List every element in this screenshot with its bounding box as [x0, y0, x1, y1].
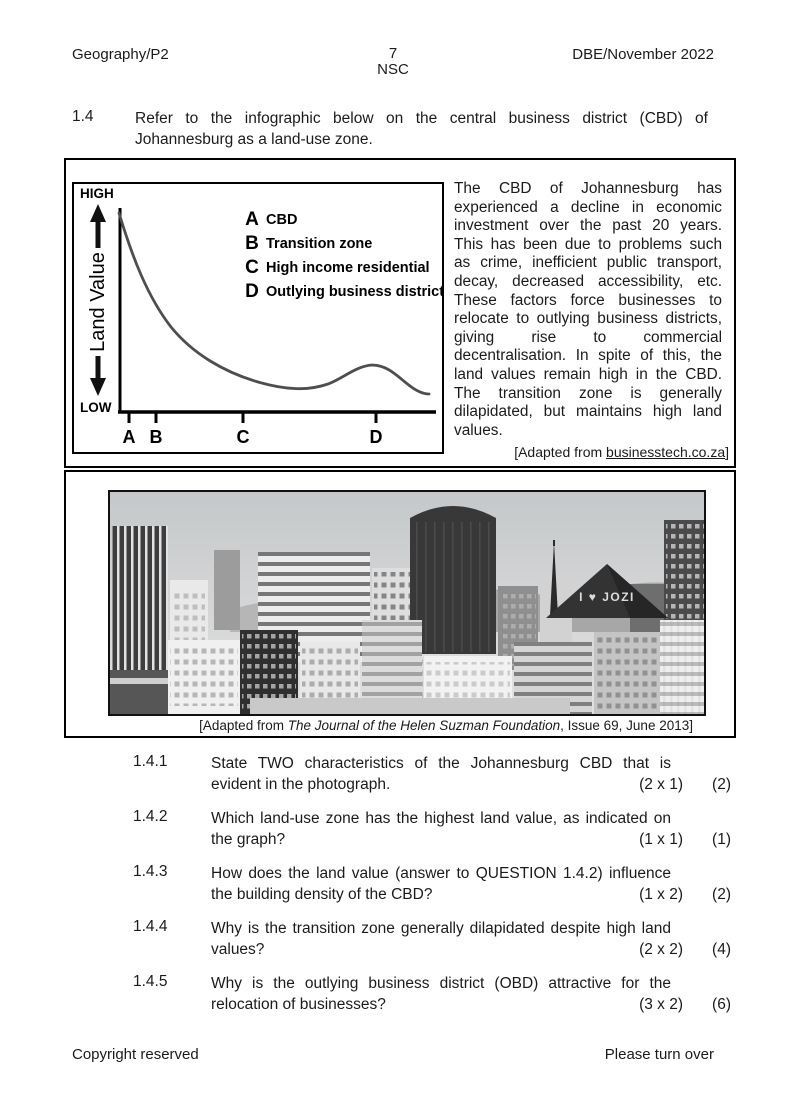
caption-prefix: [Adapted from [199, 718, 288, 733]
question-number: 1.4.1 [133, 753, 168, 770]
mark-allocation: (1 x 2) [633, 884, 683, 905]
legend-key-c: C [245, 257, 259, 278]
x-axis-tick-labels [123, 427, 383, 447]
question-row-1-4-4 [133, 918, 731, 960]
cbd-photograph [108, 490, 706, 716]
footer-turn-over: Please turn over [604, 1046, 714, 1063]
question-cell [211, 808, 683, 850]
cbd-skyline-illustration [110, 492, 704, 714]
total-marks: (4) [712, 941, 731, 958]
tick-label-b: B [149, 427, 163, 447]
total-marks: (6) [712, 996, 731, 1013]
mark-allocation: (2 x 2) [633, 939, 683, 960]
legend-label-c: High income residential [266, 260, 430, 276]
header-exam-session: DBE/November 2022 [572, 46, 714, 63]
legend-key-d: D [245, 281, 259, 302]
legend-key-a: A [245, 209, 259, 230]
jozi-sign-text: I ♥ JOZI [579, 590, 635, 604]
question-text: Why is the transition zone generally dilapidated despite high land values? [211, 920, 671, 958]
mark-allocation: (1 x 1) [633, 829, 683, 850]
attribution-prefix: [Adapted from [514, 444, 607, 460]
caption-journal-title: The Journal of the Helen Suzman Foundation [287, 718, 561, 733]
land-value-graph [72, 182, 444, 454]
question-number: 1.4.2 [133, 808, 168, 825]
question-row-1-4-5 [133, 973, 731, 1015]
question-text: State TWO characteristics of the Johannesburg CBD that is evident in the photograph. [211, 755, 671, 793]
question-row-1-4-1 [133, 753, 731, 795]
question-intro-text: Refer to the infographic below on the central business district (CBD) of Johannesburg as a land-use zone. [135, 110, 708, 148]
question-1-4-intro [72, 108, 708, 150]
question-cell [211, 863, 683, 905]
footer-copyright: Copyright reserved [72, 1046, 199, 1063]
attribution-suffix: ] [725, 444, 729, 460]
total-marks: (1) [712, 831, 731, 848]
infographic-frame [64, 158, 736, 468]
land-value-graph-svg [74, 184, 442, 452]
question-text: Why is the outlying business district (OBD) attractive for the relocation of businesses? [211, 975, 671, 1013]
total-marks: (2) [712, 886, 731, 903]
legend-key-b: B [245, 233, 259, 254]
sub-questions [133, 753, 731, 1028]
question-number: 1.4 [72, 108, 94, 125]
total-marks: (2) [712, 776, 731, 793]
infographic-attribution [514, 444, 729, 460]
header-nsc: NSC [377, 61, 409, 78]
photograph-frame [64, 470, 736, 738]
question-cell [211, 973, 683, 1015]
graph-legend [245, 209, 442, 302]
tick-label-a: A [122, 427, 136, 447]
question-number: 1.4.3 [133, 863, 168, 880]
header-paper-title: Geography/P2 [72, 46, 169, 63]
question-number: 1.4.5 [133, 973, 168, 990]
y-axis-down-arrow [90, 356, 106, 396]
photograph-caption [199, 718, 693, 733]
question-cell [211, 918, 683, 960]
question-row-1-4-3 [133, 863, 731, 905]
question-cell [211, 753, 683, 795]
page-number: 7 [388, 45, 398, 62]
question-row-1-4-2 [133, 808, 731, 850]
legend-label-d: Outlying business district [266, 284, 442, 300]
caption-suffix: , Issue 69, June 2013] [560, 718, 693, 733]
y-axis-high-label: HIGH [80, 186, 114, 201]
tick-label-c: C [236, 427, 250, 447]
y-axis-up-arrow [90, 204, 106, 248]
tick-label-d: D [369, 427, 383, 447]
legend-label-b: Transition zone [266, 236, 373, 252]
mark-allocation: (3 x 2) [633, 994, 683, 1015]
question-text: How does the land value (answer to QUESTION 1.4.2) influence the building density of the CBD? [211, 865, 671, 903]
infographic-paragraph: The CBD of Johannesburg has experienced a decline in economic investment over the past 20 years. This has been due to problems such as crime, inefficient public transport, decay, decreased accessibility, etc. These factors force businesses to relocate to outlying business districts, giving rise to commercial decentralisation. In spite of this, the land values remain high in the CBD. The transition zone is generally dilapidated, but maintains high land values. [454, 180, 722, 439]
y-axis-low-label: LOW [80, 400, 112, 415]
y-axis-title: Land Value [87, 252, 109, 352]
legend-label-a: CBD [266, 212, 298, 228]
mark-allocation: (2 x 1) [633, 774, 683, 795]
question-number: 1.4.4 [133, 918, 168, 935]
attribution-source-link: businesstech.co.za [606, 444, 726, 460]
question-text: Which land-use zone has the highest land value, as indicated on the graph? [211, 810, 671, 848]
